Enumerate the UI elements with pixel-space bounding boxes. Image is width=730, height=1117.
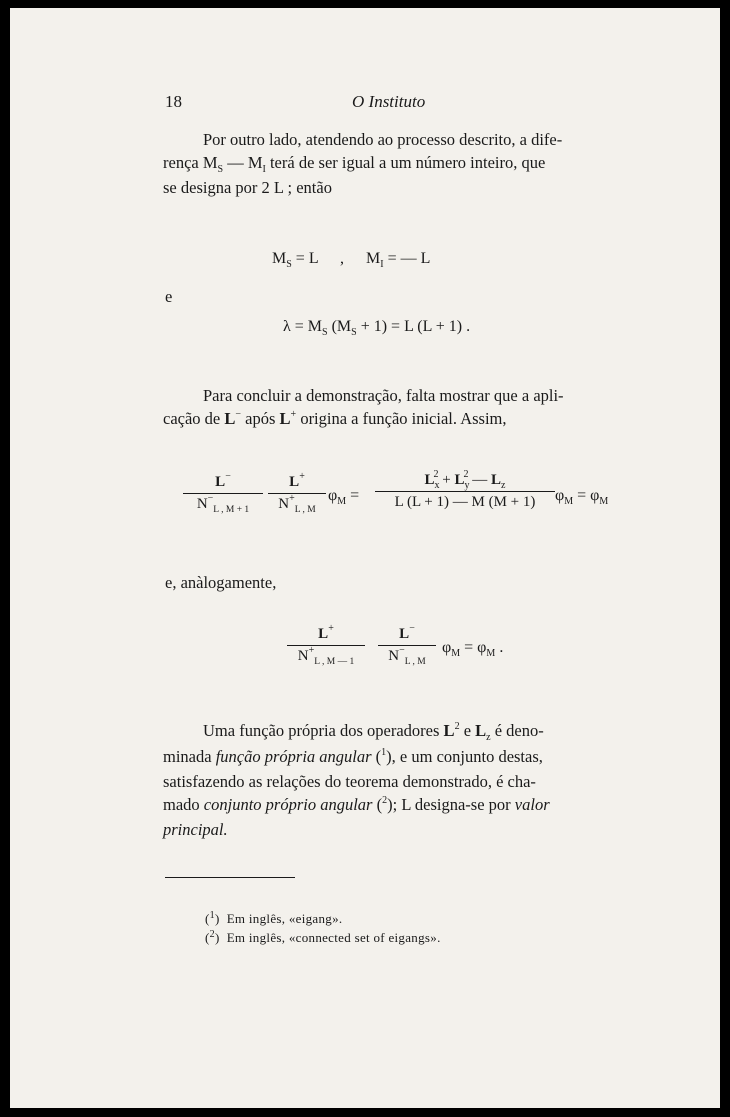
eq3-phi-equals: $\varphi_M$ = bbox=[328, 487, 360, 507]
fraction-lplus: $\frac{L^+}{N^+_{L , M}}$ bbox=[268, 474, 326, 513]
analogously-label: e, anàlogamente, bbox=[165, 573, 277, 592]
p1-line1: Por outro lado, atendendo ao processo descrito, a dife- bbox=[203, 130, 563, 149]
p1-line2: rença $M_S$ — $M_I$ terá de ser igual a um número inteiro, que bbox=[163, 152, 546, 175]
page-number: 18 bbox=[165, 92, 182, 111]
paragraph-3 bbox=[163, 720, 638, 842]
p2-line2: cação de L− após L+ origina a função inicial. Assim, bbox=[163, 408, 507, 428]
fraction-l-squared: $\frac{L_x^2 + L_y^2 — L_z}{L (L + 1) — M (M + 1)}$ bbox=[375, 472, 555, 511]
p3-line5: principal. bbox=[163, 820, 228, 839]
equation-ms-mi: $M_S = L$ , $M_I$ = — L bbox=[272, 250, 431, 270]
paragraph-1 bbox=[163, 129, 638, 200]
footnote-2: ($^2$) Em inglês, «connected set of eigangs». bbox=[205, 929, 441, 945]
p3-line3: satisfazendo as relações do teorema demonstrado, é cha- bbox=[163, 772, 536, 791]
p2-line1: Para concluir a demonstração, falta mostrar que a apli- bbox=[203, 386, 564, 405]
eq3-result: $\varphi_M = \varphi_M$ bbox=[555, 487, 609, 507]
p3-line4: mado conjunto próprio angular ($^2$); L designa-se por valor bbox=[163, 794, 550, 814]
fraction-lminus-2: $\frac{L^-}{N^-_{L , M}}$ bbox=[378, 626, 436, 665]
p3-line2: minada função própria angular ($^1$), e um conjunto destas, bbox=[163, 746, 543, 766]
paragraph-2 bbox=[163, 385, 638, 433]
eq4-result: $\varphi_M = \varphi_M$ . bbox=[442, 639, 504, 659]
fraction-lplus-2: $\frac{L^+}{N^+_{L , M — 1}}$ bbox=[287, 626, 365, 665]
footnote-1: ($^1$) Em inglês, «eigang». bbox=[205, 910, 343, 926]
running-title: O Instituto bbox=[352, 92, 426, 111]
p3-line1: Uma função própria dos operadores $L^2$ e $L_z$ é deno- bbox=[203, 721, 544, 743]
footnote-rule bbox=[165, 877, 295, 878]
fraction-lminus: $\frac{L^-}{N^-_{L , M + 1}}$ bbox=[183, 474, 263, 513]
p1-line3: se designa por 2 L ; então bbox=[163, 178, 332, 197]
conjunction-e: e bbox=[165, 287, 173, 306]
equation-lambda: $\lambda = M_S$ $(M_S + 1) = L$ (L + 1) . bbox=[283, 318, 471, 338]
